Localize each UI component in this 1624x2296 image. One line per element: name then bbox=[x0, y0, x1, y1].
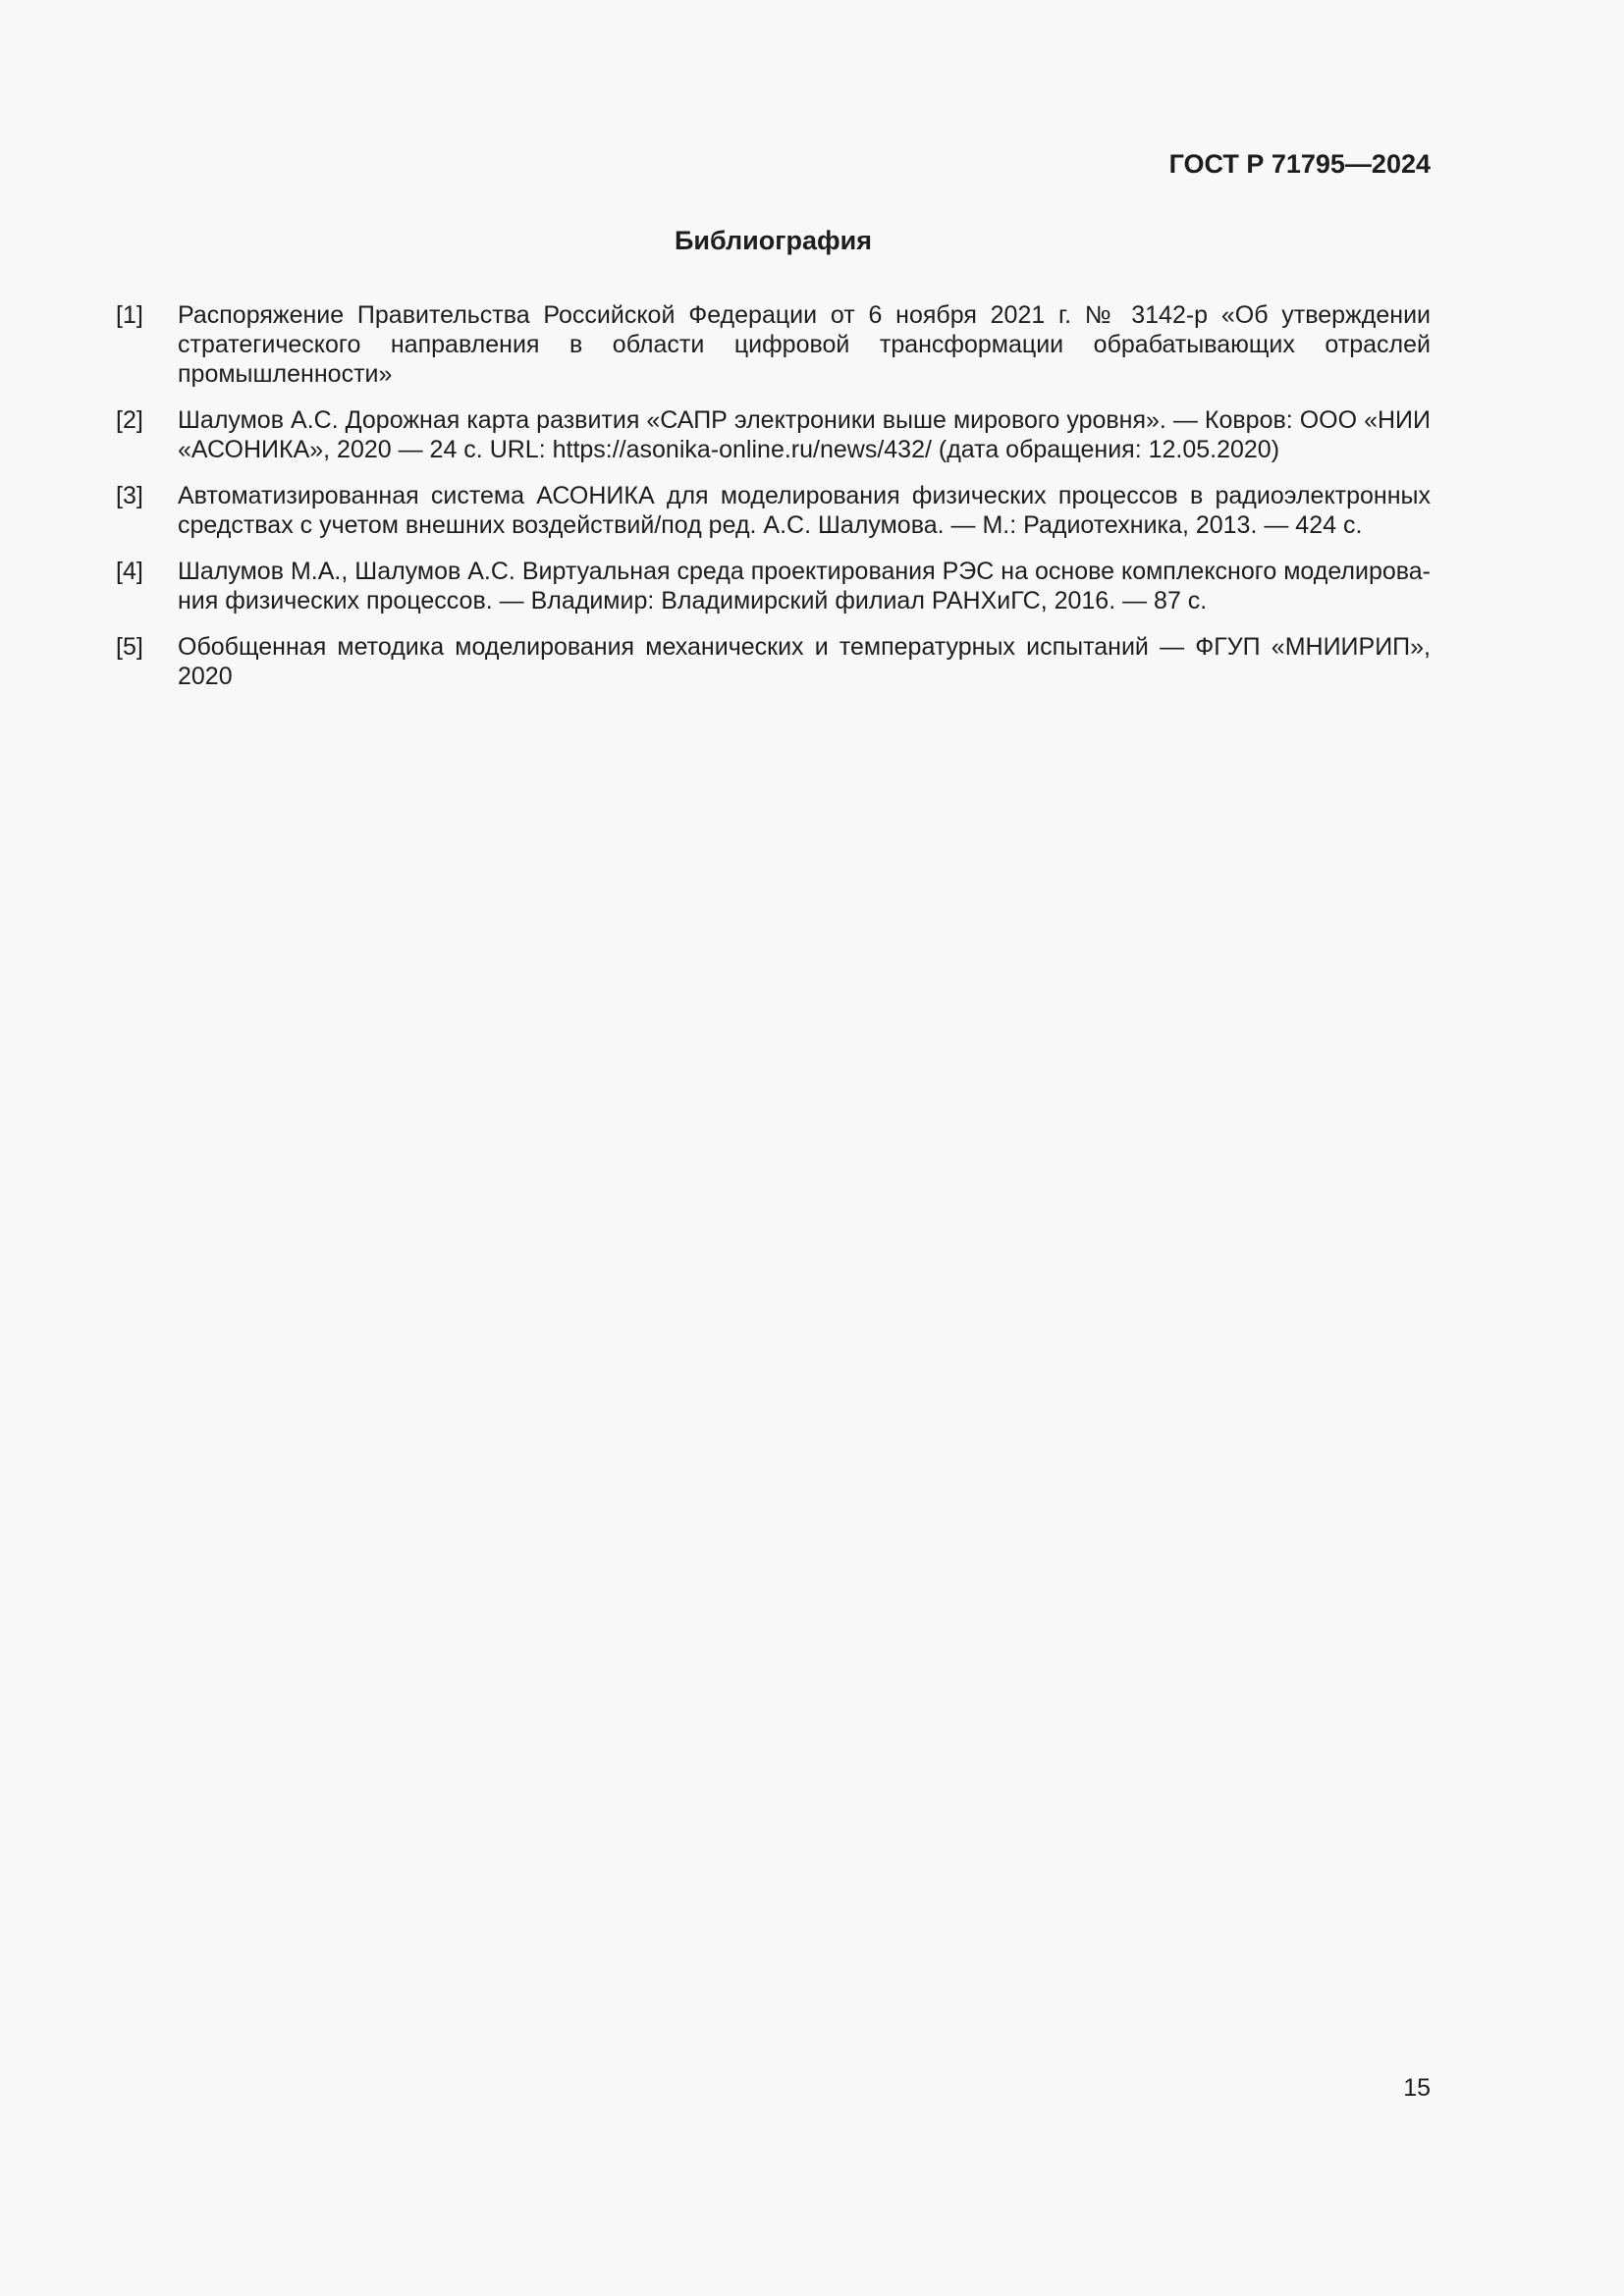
bibliography-entry-number: [2] bbox=[116, 406, 143, 434]
bibliography-entry-text: Шалумов М.А., Шалумов А.С. Виртуальная среда проектирования РЭС на основе комплексного моделирования физических процессов. — Владимир: Владимирский филиал РАНХиГС, 2016. — 87 с. bbox=[178, 558, 1431, 614]
bibliography-entry bbox=[116, 632, 1431, 691]
bibliography-entry bbox=[116, 300, 1431, 389]
bibliography-list bbox=[116, 300, 1431, 708]
document-code: ГОСТ Р 71795—2024 bbox=[1168, 149, 1431, 179]
bibliography-entry-number: [1] bbox=[116, 301, 143, 329]
bibliography-entry-text: Шалумов А.С. Дорожная карта развития «САПР электроники выше мирового уровня». — Ковров: ООО «НИИ «АСОНИКА», 2020 — 24 с. URL: https://asonika-online.ru/news/432/ (дата обращения: 12.05.2020) bbox=[178, 406, 1431, 463]
page-number: 15 bbox=[1403, 2074, 1431, 2102]
bibliography-entry-number: [4] bbox=[116, 558, 143, 585]
bibliography-entry-number: [5] bbox=[116, 633, 143, 661]
bibliography-entry bbox=[116, 481, 1431, 540]
bibliography-entry-text: Обобщенная методика моделирования механических и температурных испытаний — ФГУП «МНИИРИП», 2020 bbox=[178, 633, 1431, 690]
section-title: Библиография bbox=[675, 226, 872, 255]
bibliography-entry-number: [3] bbox=[116, 482, 143, 509]
bibliography-entry-text: Распоряжение Правительства Российской Федерации от 6 ноября 2021 г. № 3142-р «Об утверждении стратегического направления в области цифровой трансформации обрабатывающих отраслей промышленности» bbox=[178, 301, 1431, 388]
bibliography-entry-text: Автоматизированная система АСОНИКА для моделирования физических процессов в радиоэлектронных средствах с учетом внешних воздействий/под ред. А.С. Шалумова. — М.: Радиотехника, 2013. — 424 с. bbox=[178, 482, 1431, 539]
bibliography-entry bbox=[116, 405, 1431, 464]
bibliography-entry bbox=[116, 557, 1431, 615]
